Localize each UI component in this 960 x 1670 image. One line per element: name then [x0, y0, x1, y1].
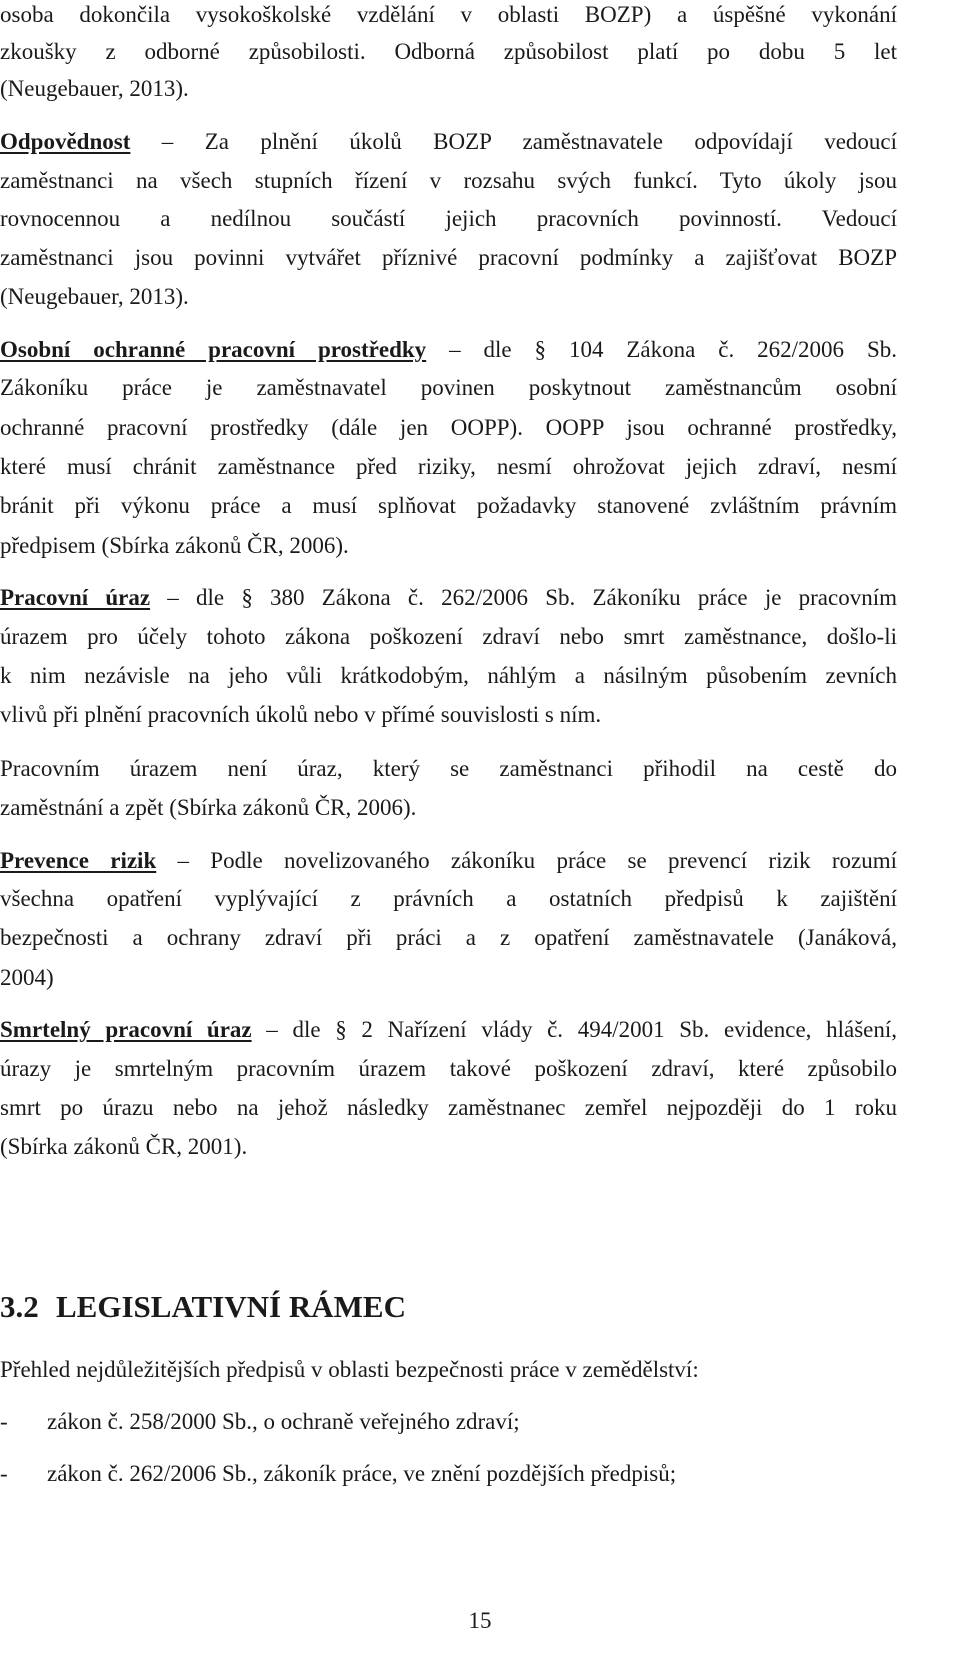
list-item — [0, 1407, 520, 1437]
paragraph-line: úrazy je smrtelným pracovním úrazem takové poškození zdraví, které způsobilo — [0, 1056, 897, 1081]
list-bullet: - — [0, 1461, 8, 1486]
paragraph-line: úrazem pro účely tohoto zákona poškození zdraví nebo smrt zaměstnance, došlo-li — [0, 624, 897, 649]
term-oopp: Osobní ochranné pracovní prostředky — [0, 337, 427, 362]
paragraph-line: všechna opatření vyplývající z právních a ostatních předpisů k zajištění — [0, 886, 897, 911]
paragraph-line: Zákoníku práce je zaměstnavatel povinen poskytnout zaměstnancům osobní — [0, 375, 897, 400]
paragraph-line: vlivů při plnění pracovních úkolů nebo v přímé souvislosti s ním. — [0, 702, 602, 727]
paragraph-line — [0, 1015, 897, 1045]
paragraph-line: předpisem (Sbírka zákonů ČR, 2006). — [0, 533, 349, 558]
term-smrtelny-pracovni-uraz: Smrtelný pracovní úraz — [0, 1017, 252, 1042]
paragraph-line: k nim nezávisle na jeho vůli krátkodobým, náhlým a násilným působením zevních — [0, 663, 897, 688]
paragraph-line: (Neugebauer, 2013). — [0, 76, 189, 101]
list-item-text: zákon č. 262/2006 Sb., zákoník práce, ve znění pozdějších předpisů; — [47, 1461, 677, 1486]
intro-text: Přehled nejdůležitějších předpisů v oblasti bezpečnosti práce v zemědělství: — [0, 1357, 699, 1382]
paragraph-text: – Podle novelizovaného zákoníku práce se prevencí rizik rozumí — [156, 848, 897, 873]
paragraph-line: zaměstnání a zpět (Sbírka zákonů ČR, 2006). — [0, 795, 417, 820]
paragraph-text: – dle § 104 Zákona č. 262/2006 Sb. — [426, 337, 897, 362]
paragraph-text: – Za plnění úkolů BOZP zaměstnavatele odpovídají vedoucí — [130, 129, 897, 154]
paragraph-line — [0, 335, 897, 365]
paragraph-line: rovnocennou a nedílnou součástí jejich pracovních povinností. Vedoucí — [0, 206, 897, 231]
paragraph-line: (Sbírka zákonů ČR, 2001). — [0, 1134, 248, 1159]
paragraph-line: bezpečnosti a ochrany zdraví při práci a z opatření zaměstnavatele (Janáková, — [0, 925, 897, 950]
section-heading — [0, 1287, 406, 1327]
paragraph-line: ochranné pracovní prostředky (dále jen OOPP). OOPP jsou ochranné prostředky, — [0, 415, 897, 440]
paragraph-line — [0, 127, 897, 157]
page-number: 15 — [468, 1608, 492, 1633]
paragraph-text: – dle § 2 Nařízení vlády č. 494/2001 Sb. evidence, hlášení, — [251, 1017, 897, 1042]
term-prevence-rizik: Prevence rizik — [0, 848, 157, 873]
paragraph-line: Pracovním úrazem není úraz, který se zaměstnanci přihodil na cestě do — [0, 756, 897, 781]
paragraph-line: 2004) — [0, 965, 54, 990]
paragraph-line: které musí chránit zaměstnance před riziky, nesmí ohrožovat jejich zdraví, nesmí — [0, 454, 897, 479]
list-item-text: zákon č. 258/2000 Sb., o ochraně veřejného zdraví; — [47, 1409, 520, 1434]
paragraph-line: osoba dokončila vysokoškolské vzdělání v oblasti BOZP) a úspěšné vykonání — [0, 2, 897, 27]
paragraph-line: (Neugebauer, 2013). — [0, 284, 189, 309]
list-item — [0, 1459, 676, 1489]
term-odpovednost: Odpovědnost — [0, 129, 131, 154]
paragraph-line: zkoušky z odborné způsobilosti. Odborná způsobilost platí po dobu 5 let — [0, 39, 897, 64]
section-title: LEGISLATIVNÍ RÁMEC — [56, 1289, 406, 1324]
paragraph-text: – dle § 380 Zákona č. 262/2006 Sb. Zákoníku práce je pracovním — [150, 585, 898, 610]
paragraph-line: smrt po úrazu nebo na jehož následky zaměstnanec zemřel nejpozději do 1 roku — [0, 1095, 897, 1120]
paragraph-line: zaměstnanci jsou povinni vytvářet příznivé pracovní podmínky a zajišťovat BOZP — [0, 245, 897, 270]
list-bullet: - — [0, 1409, 8, 1434]
paragraph-line: zaměstnanci na všech stupních řízení v rozsahu svých funkcí. Tyto úkoly jsou — [0, 168, 897, 193]
term-pracovni-uraz: Pracovní úraz — [0, 585, 151, 610]
paragraph-line — [0, 583, 897, 613]
paragraph-line — [0, 846, 897, 876]
paragraph-line: bránit při výkonu práce a musí splňovat požadavky stanovené zvláštním právním — [0, 493, 897, 518]
section-number: 3.2 — [0, 1289, 39, 1324]
